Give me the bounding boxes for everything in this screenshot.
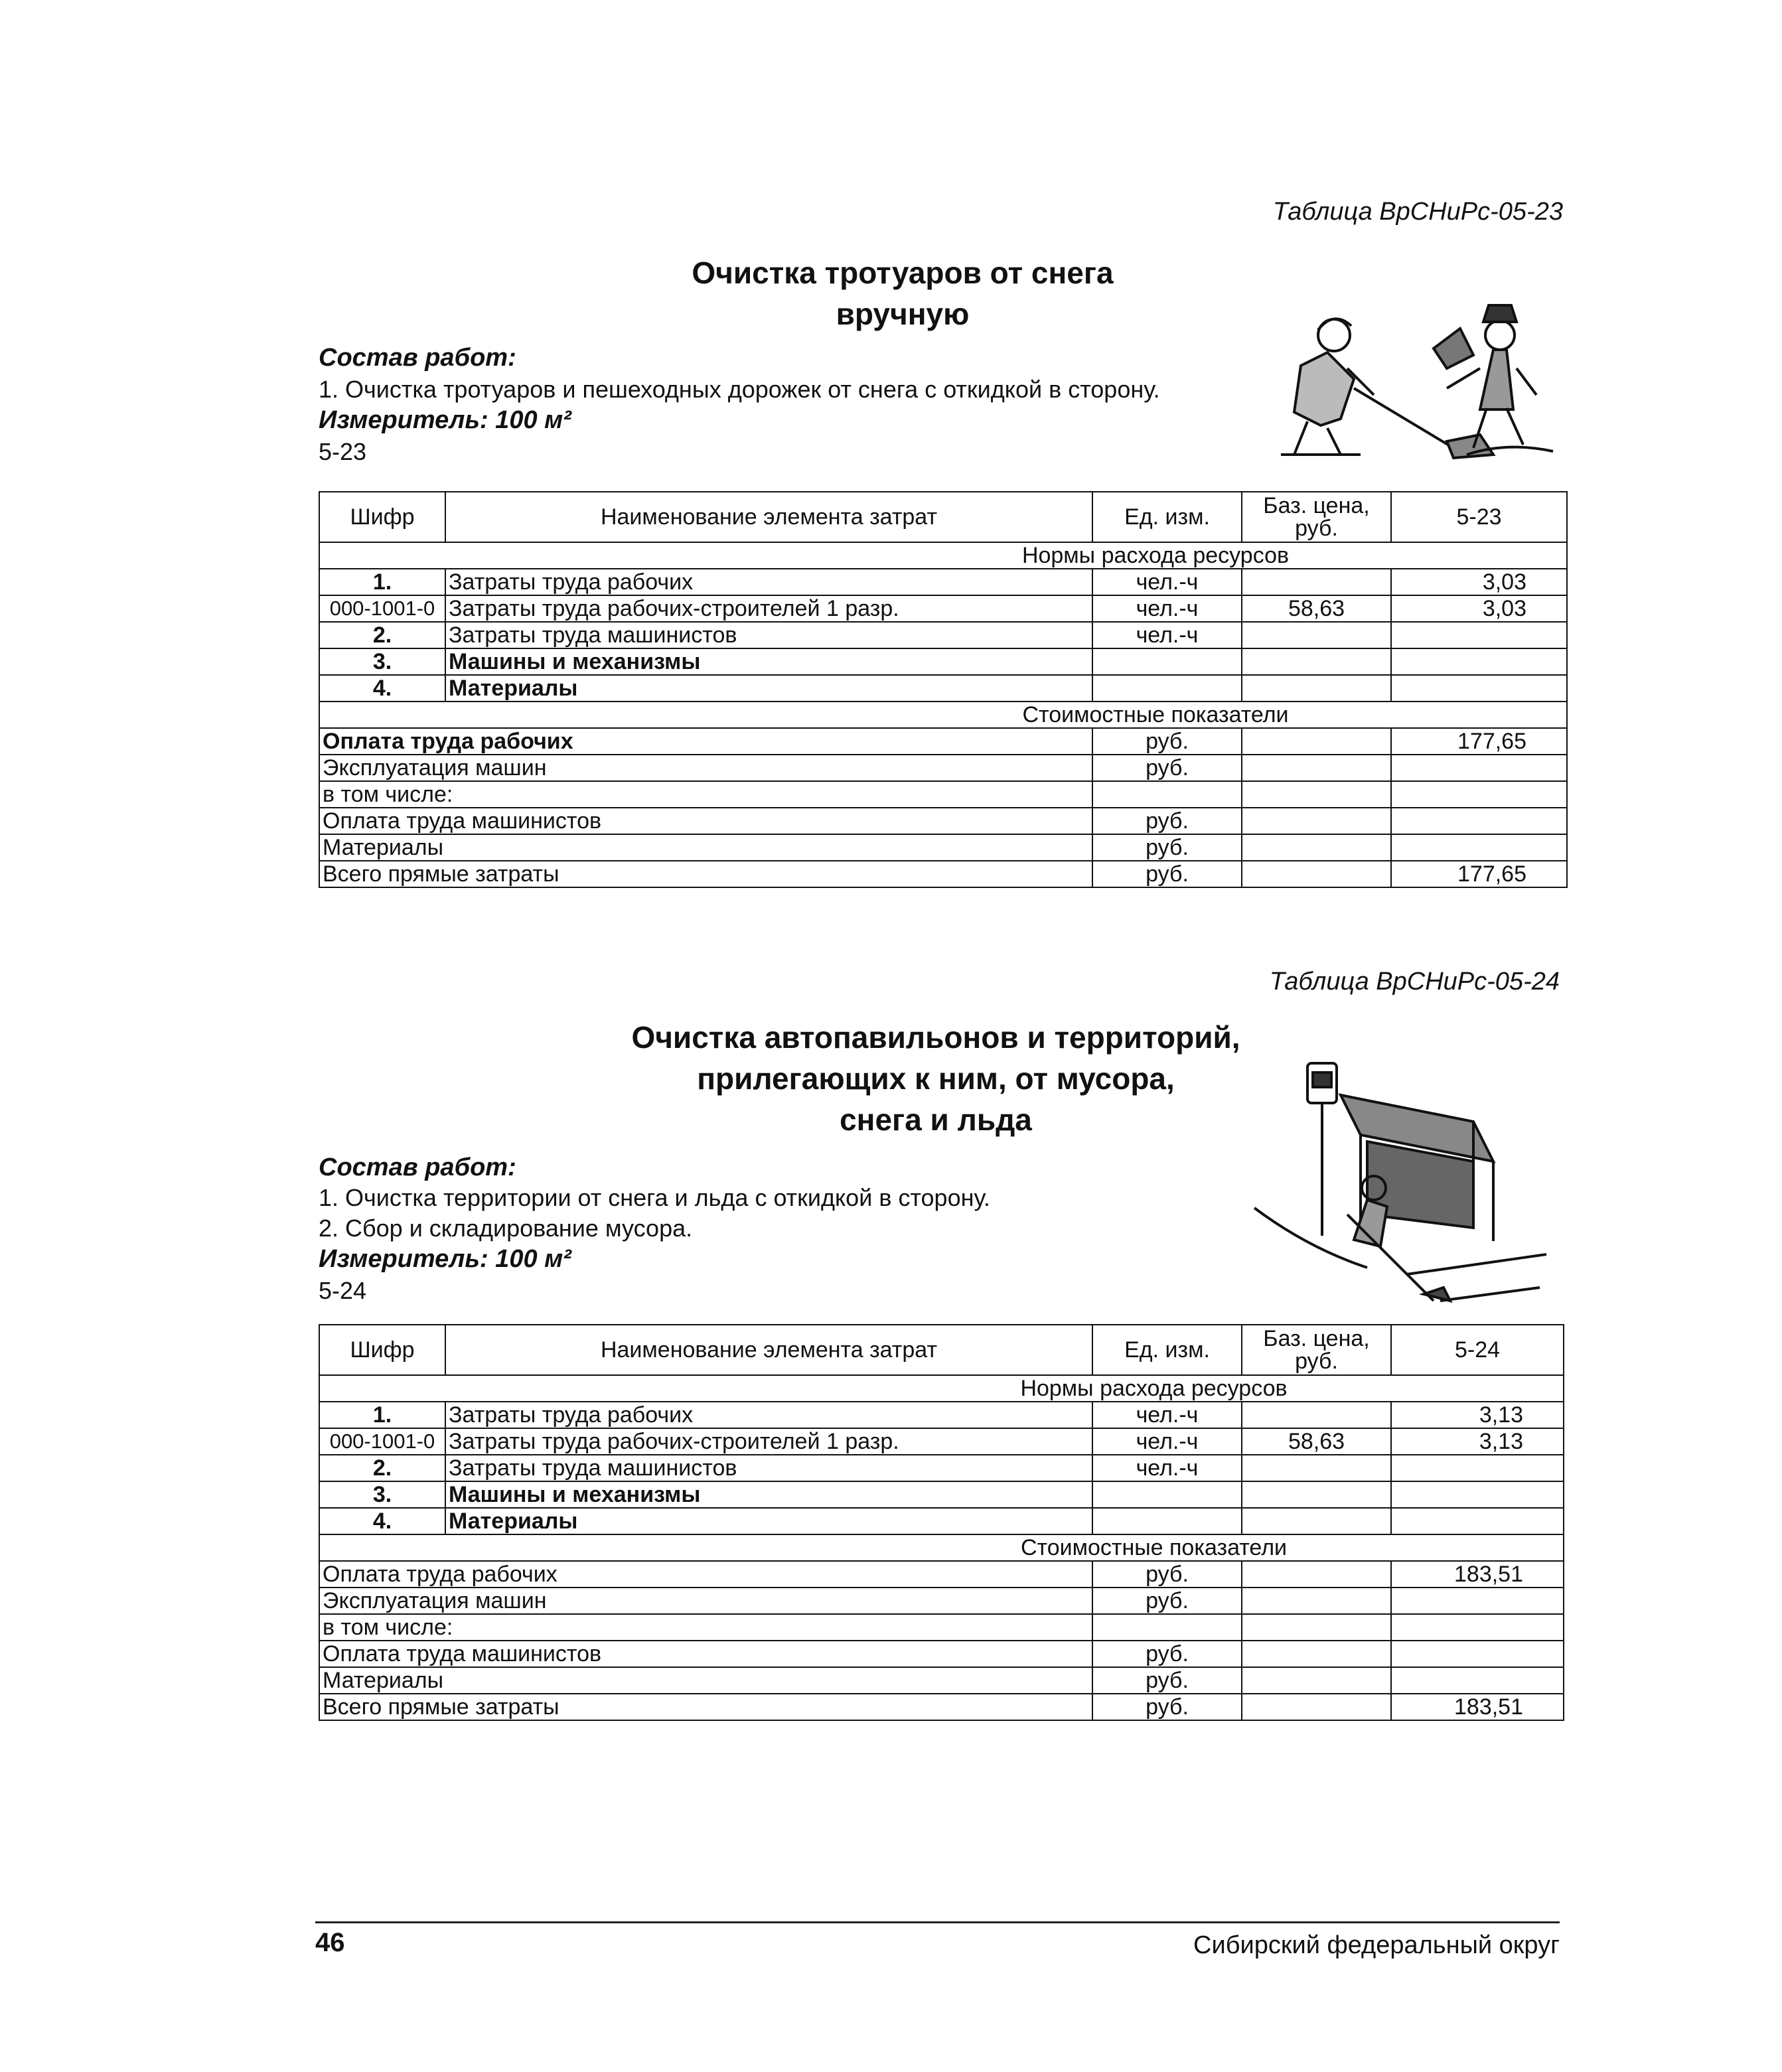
cost-unit: руб. <box>1092 1588 1242 1614</box>
cost-row <box>319 1561 1564 1588</box>
cost-value <box>1391 1614 1564 1641</box>
row-code: 1. <box>319 569 445 595</box>
row-price <box>1242 675 1391 702</box>
cost-name: Материалы <box>319 834 1092 861</box>
section-norms-label: Нормы расхода ресурсов <box>1020 1376 1288 1401</box>
row-value <box>1391 648 1567 675</box>
row-value <box>1391 1481 1564 1508</box>
cost-row <box>319 834 1567 861</box>
cost-unit: руб. <box>1092 808 1242 834</box>
section-row <box>319 1375 1564 1402</box>
cost-value <box>1391 834 1567 861</box>
cost-name: Эксплуатация машин <box>319 755 1092 781</box>
snow-shoveling-workers-icon <box>1254 295 1560 461</box>
cost-unit: руб. <box>1092 834 1242 861</box>
cost-unit: руб. <box>1092 728 1242 755</box>
row-name: Затраты труда рабочих-строителей 1 разр. <box>445 1428 1092 1455</box>
table-row <box>319 648 1567 675</box>
table-row <box>319 1481 1564 1508</box>
title-line: вручную <box>836 297 970 332</box>
row-value <box>1391 675 1567 702</box>
row-price: 58,63 <box>1242 1428 1391 1455</box>
cost-unit: руб. <box>1092 1667 1242 1694</box>
row-code: 000-1001-0 <box>319 595 445 622</box>
cost-price <box>1242 861 1391 887</box>
table-row <box>319 1428 1564 1455</box>
norms-table <box>319 1324 1564 1721</box>
cost-name: Оплата труда рабочих <box>319 728 1092 755</box>
title-line: прилегающих к ним, от мусора, <box>697 1061 1175 1096</box>
cost-row <box>319 781 1567 808</box>
cost-value <box>1391 755 1567 781</box>
row-code: 1. <box>319 1402 445 1428</box>
cost-row <box>319 1641 1564 1667</box>
table-caption: Таблица ВрСНиРс-05-24 <box>1269 968 1560 996</box>
row-unit: чел.-ч <box>1092 1428 1242 1455</box>
row-code: 2. <box>319 622 445 648</box>
cost-value: 177,65 <box>1391 861 1567 887</box>
cost-value: 177,65 <box>1391 728 1567 755</box>
table-header-row <box>319 1325 1564 1375</box>
cost-unit <box>1092 1614 1242 1641</box>
cost-unit: руб. <box>1092 755 1242 781</box>
cost-unit: руб. <box>1092 1641 1242 1667</box>
cost-price <box>1242 728 1391 755</box>
cost-name: в том числе: <box>319 1614 1092 1641</box>
work-item: 1. Очистка тротуаров и пешеходных дорожек от снега с откидкой в сторону. <box>319 376 1160 403</box>
header-cell: Ед. изм. <box>1092 492 1242 542</box>
section-row <box>319 1534 1564 1561</box>
page-number: 46 <box>315 1928 345 1957</box>
row-price <box>1242 569 1391 595</box>
section-title <box>504 1017 1367 1140</box>
cost-name: Эксплуатация машин <box>319 1588 1092 1614</box>
row-value <box>1391 1455 1564 1481</box>
cost-price <box>1242 834 1391 861</box>
row-price <box>1242 648 1391 675</box>
row-price <box>1242 622 1391 648</box>
row-name: Затраты труда машинистов <box>445 1455 1092 1481</box>
row-price: 58,63 <box>1242 595 1391 622</box>
cost-value <box>1391 808 1567 834</box>
row-name: Затраты труда рабочих <box>445 569 1092 595</box>
row-unit <box>1092 1481 1242 1508</box>
row-name: Затраты труда машинистов <box>445 622 1092 648</box>
cost-name: Оплата труда рабочих <box>319 1561 1092 1588</box>
table-row <box>319 1402 1564 1428</box>
row-name: Затраты труда рабочих <box>445 1402 1092 1428</box>
table-caption: Таблица ВрСНиРс-05-23 <box>1272 198 1563 226</box>
cost-unit: руб. <box>1092 1561 1242 1588</box>
cost-price <box>1242 1614 1391 1641</box>
row-value: 3,13 <box>1391 1428 1564 1455</box>
cost-value <box>1391 1641 1564 1667</box>
row-code: 4. <box>319 1508 445 1534</box>
cost-name: Оплата труда машинистов <box>319 1641 1092 1667</box>
table-row <box>319 569 1567 595</box>
cost-price <box>1242 1561 1391 1588</box>
cost-price <box>1242 781 1391 808</box>
row-value: 3,03 <box>1391 569 1567 595</box>
cost-name: Материалы <box>319 1667 1092 1694</box>
cost-price <box>1242 1694 1391 1720</box>
cost-value: 183,51 <box>1391 1694 1564 1720</box>
work-composition-label: Состав работ: <box>319 344 516 372</box>
row-name: Материалы <box>445 1508 1092 1534</box>
cost-value <box>1391 1588 1564 1614</box>
row-name: Затраты труда рабочих-строителей 1 разр. <box>445 595 1092 622</box>
cost-row <box>319 1614 1564 1641</box>
row-value <box>1391 622 1567 648</box>
meter-label: Измеритель: 100 м² <box>319 1245 571 1273</box>
norms-table <box>319 491 1568 888</box>
meter-label: Измеритель: 100 м² <box>319 406 571 434</box>
work-composition-label: Состав работ: <box>319 1153 516 1181</box>
header-cell: Шифр <box>319 492 445 542</box>
row-value: 3,03 <box>1391 595 1567 622</box>
title-line: Очистка автопавильонов и территорий, <box>631 1020 1240 1055</box>
cost-name: в том числе: <box>319 781 1092 808</box>
work-item: 2. Сбор и складирование мусора. <box>319 1215 693 1242</box>
row-code: 3. <box>319 648 445 675</box>
cost-row <box>319 728 1567 755</box>
cost-value: 183,51 <box>1391 1561 1564 1588</box>
row-value: 3,13 <box>1391 1402 1564 1428</box>
row-unit <box>1092 675 1242 702</box>
section-cost-label: Стоимостные показатели <box>1020 1535 1288 1560</box>
table-row <box>319 1508 1564 1534</box>
header-cell: Шифр <box>319 1325 445 1375</box>
cost-unit <box>1092 781 1242 808</box>
table-row <box>319 675 1567 702</box>
section-title <box>571 252 1234 334</box>
cost-name: Всего прямые затраты <box>319 861 1092 887</box>
cost-name: Всего прямые затраты <box>319 1694 1092 1720</box>
row-name: Машины и механизмы <box>445 648 1092 675</box>
header-cell: Наименование элемента затрат <box>445 1325 1092 1375</box>
table-header-row <box>319 492 1567 542</box>
row-value <box>1391 1508 1564 1534</box>
code-label: 5-23 <box>319 438 367 465</box>
row-unit <box>1092 648 1242 675</box>
title-line: снега и льда <box>840 1102 1032 1138</box>
cost-row <box>319 861 1567 887</box>
cost-price <box>1242 1667 1391 1694</box>
bus-stop-cleaning-icon <box>1241 1055 1560 1307</box>
table-row <box>319 1455 1564 1481</box>
work-item: 1. Очистка территории от снега и льда с откидкой в сторону. <box>319 1184 990 1211</box>
cost-unit: руб. <box>1092 861 1242 887</box>
code-label: 5-24 <box>319 1277 367 1304</box>
row-unit: чел.-ч <box>1092 622 1242 648</box>
cost-price <box>1242 1641 1391 1667</box>
section-norms-label: Нормы расхода ресурсов <box>1021 543 1290 568</box>
footer-divider <box>315 1921 1560 1923</box>
cost-row <box>319 808 1567 834</box>
row-price <box>1242 1481 1391 1508</box>
row-unit: чел.-ч <box>1092 569 1242 595</box>
row-code: 3. <box>319 1481 445 1508</box>
section-row <box>319 542 1567 569</box>
title-line: Очистка тротуаров от снега <box>692 256 1114 290</box>
cost-value <box>1391 781 1567 808</box>
section-row <box>319 702 1567 728</box>
row-name: Материалы <box>445 675 1092 702</box>
cost-unit: руб. <box>1092 1694 1242 1720</box>
cost-value <box>1391 1667 1564 1694</box>
cost-price <box>1242 1588 1391 1614</box>
cost-name: Оплата труда машинистов <box>319 808 1092 834</box>
row-unit: чел.-ч <box>1092 1402 1242 1428</box>
table-row <box>319 595 1567 622</box>
row-code: 2. <box>319 1455 445 1481</box>
row-price <box>1242 1402 1391 1428</box>
header-cell: Баз. цена, руб. <box>1242 492 1391 542</box>
row-price <box>1242 1508 1391 1534</box>
header-cell: Баз. цена, руб. <box>1242 1325 1391 1375</box>
header-cell: Ед. изм. <box>1092 1325 1242 1375</box>
cost-row <box>319 1667 1564 1694</box>
row-price <box>1242 1455 1391 1481</box>
cost-row <box>319 1588 1564 1614</box>
table-row <box>319 622 1567 648</box>
cost-price <box>1242 808 1391 834</box>
header-cell: Наименование элемента затрат <box>445 492 1092 542</box>
footer-region: Сибирский федеральный округ <box>1193 1931 1560 1959</box>
row-unit: чел.-ч <box>1092 1455 1242 1481</box>
cost-row <box>319 755 1567 781</box>
cost-price <box>1242 755 1391 781</box>
section-cost-label: Стоимостные показатели <box>1022 702 1289 727</box>
row-code: 000-1001-0 <box>319 1428 445 1455</box>
row-code: 4. <box>319 675 445 702</box>
cost-row <box>319 1694 1564 1720</box>
header-cell: 5-24 <box>1391 1325 1564 1375</box>
row-name: Машины и механизмы <box>445 1481 1092 1508</box>
header-cell: 5-23 <box>1391 492 1567 542</box>
row-unit <box>1092 1508 1242 1534</box>
row-unit: чел.-ч <box>1092 595 1242 622</box>
